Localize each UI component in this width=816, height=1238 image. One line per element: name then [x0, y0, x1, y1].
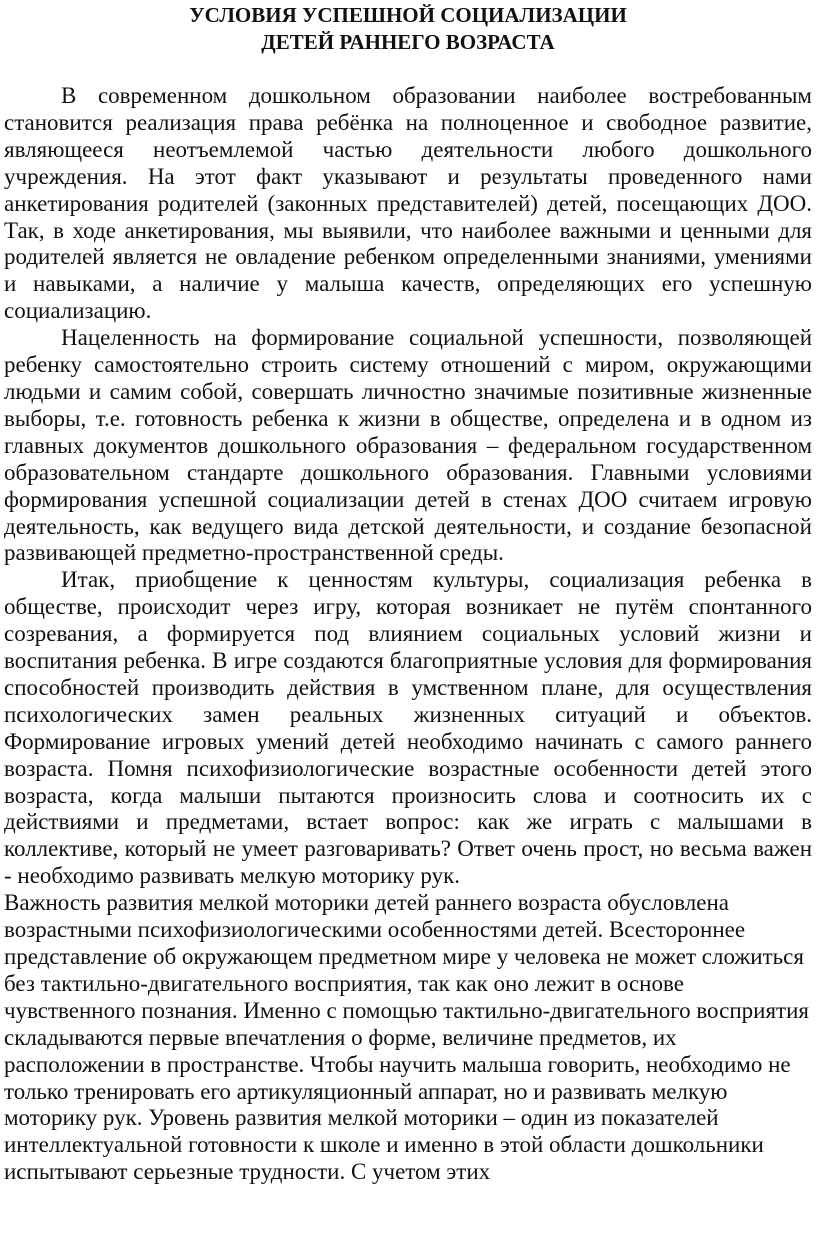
title-line-1: УСЛОВИЯ УСПЕШНОЙ СОЦИАЛИЗАЦИИ	[189, 3, 627, 27]
document-title	[4, 2, 812, 56]
paragraph-2: Нацеленность на формирование социальной успешности, позволяющей ребенку самостоятельно строить систему отношений с миром, окружающими людьми и самим собой, совершать личностно значимые позитивные жизненные выборы, т.е. готовность ребенка к жизни в обществе, определена и в одном из главных документов дошкольного образования – федеральном государственном образовательном стандарте дошкольного образования. Главными условиями формирования успешной социализации детей в стенах ДОО считаем игровую деятельность, как ведущего вида детской деятельности, и создание безопасной развивающей предметно-пространственной среды.	[4, 325, 812, 566]
paragraph-4: Важность развития мелкой моторики детей раннего возраста обусловлена возрастными психофизиологическими особенностями детей. Всестороннее представление об окружающем предметном мире у человека не может сложиться без тактильно-двигательного восприятия, так как оно лежит в основе чувственного познания. Именно с помощью тактильно-двигательного восприятия складываются первые впечатления о форме, величине предметов, их расположении в пространстве. Чтобы научить малыша говорить, необходимо не только тренировать его артикуляционный аппарат, но и развивать мелкую моторику рук. Уровень развития мелкой моторики – один из показателей интеллектуальной готовности к школе и именно в этой области дошкольники испытывают серьезные трудности. С учетом этих	[4, 890, 809, 1185]
title-line-2: ДЕТЕЙ РАННЕГО ВОЗРАСТА	[261, 30, 555, 54]
title-spacer	[4, 56, 812, 83]
paragraph-1: В современном дошкольном образовании наиболее востребованным становится реализация права ребёнка на полноценное и свободное развитие, являющееся неотъемлемой частью деятельности любого дошкольного учреждения. На этот факт указывают и результаты проведенного нами анкетирования родителей (законных представителей) детей, посещающих ДОО. Так, в ходе анкетирования, мы выявили, что наиболее важными и ценными для родителей является не овладение ребенком определенными знаниями, умениями и навыками, а наличие у малыша качеств, определяющих его успешную социализацию.	[4, 83, 812, 324]
paragraph-3: Итак, приобщение к ценностям культуры, социализация ребенка в обществе, происходит через игру, которая возникает не путём спонтанного созревания, а формируется под влиянием социальных условий жизни и воспитания ребенка. В игре создаются благоприятные условия для формирования способностей производить действия в умственном плане, для осуществления психологических замен реальных жизненных ситуаций и объектов. Формирование игровых умений детей необходимо начинать с самого раннего возраста. Помня психофизиологические возрастные особенности детей этого возраста, когда малыши пытаются произносить слова и соотносить их с действиями и предметами, встает вопрос: как же играть с малышами в коллективе, который не умеет разговаривать? Ответ очень прост, но весьма важен - необходимо развивать мелкую моторику рук.	[4, 567, 812, 889]
